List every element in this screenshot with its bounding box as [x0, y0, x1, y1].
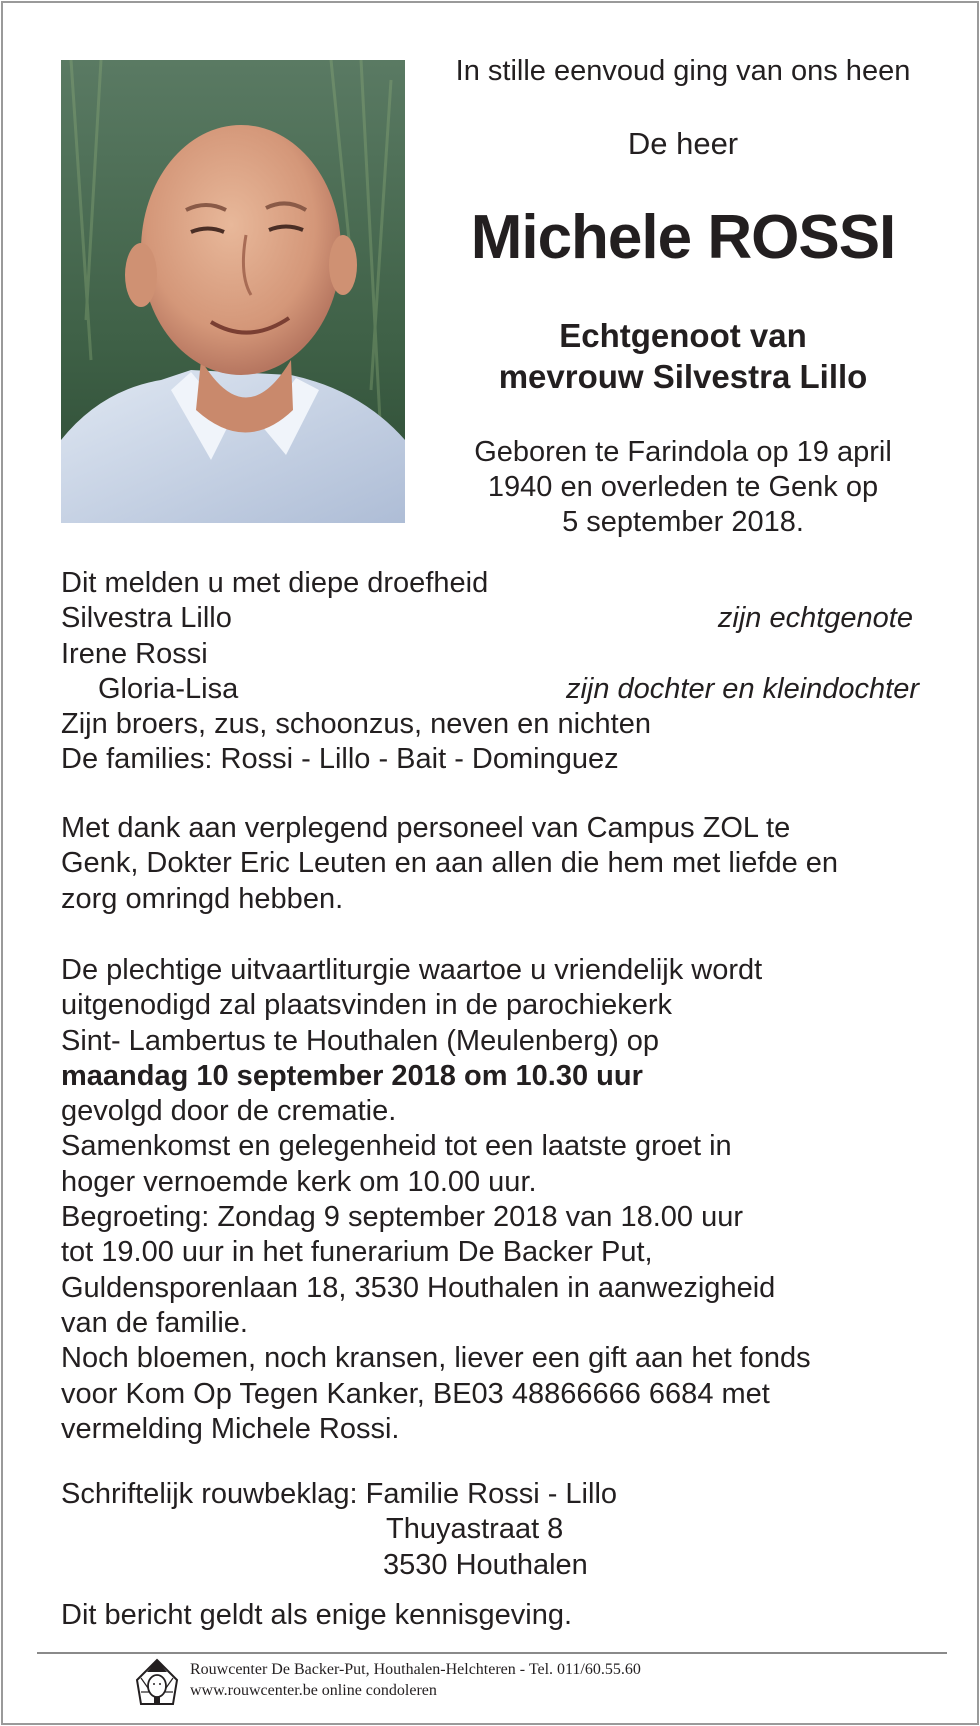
spouse-line-1: Echtgenoot van — [559, 317, 807, 354]
footer-text — [190, 1659, 641, 1701]
funeral-line-1: De plechtige uitvaartliturgie waartoe u vriendelijk wordt — [61, 954, 763, 986]
mourner-row — [61, 601, 931, 636]
funeral-line-14: vermelding Michele Rossi. — [61, 1412, 400, 1445]
announcement-block — [61, 566, 931, 778]
condolence-street: Thuyastraat 8 — [386, 1513, 564, 1546]
footer-website[interactable]: www.rouwcenter.be online condoleren — [190, 1682, 437, 1699]
funeral-line-11: van de familie. — [61, 1306, 248, 1339]
condolence-address — [61, 1477, 931, 1583]
spouse-block — [423, 315, 943, 397]
deceased-name: Michele ROSSI — [470, 203, 896, 272]
portrait-photo — [61, 60, 405, 523]
family-line-2: De families: Rossi - Lillo - Bait - Dominguez — [61, 743, 619, 776]
funeral-block — [61, 953, 931, 1447]
funeral-line-3: Sint- Lambertus te Houthalen (Meulenberg) op — [61, 1024, 660, 1057]
funeral-line-2: uitgenodigd zal plaatsvinden in de parochiekerk — [61, 989, 673, 1022]
dates-line-1: Geboren te Farindola op 19 april — [474, 436, 892, 468]
funeral-line-7: hoger vernoemde kerk om 10.00 uur. — [61, 1165, 537, 1198]
funeral-line-9: tot 19.00 uur in het funerarium De Backer Put, — [61, 1236, 653, 1269]
funeral-line-13: voor Kom Op Tegen Kanker, BE03 48866666 6684 met — [61, 1377, 770, 1410]
birth-death-dates — [423, 435, 943, 540]
mourner-name: Silvestra Lillo — [61, 602, 232, 635]
obituary-card — [1, 1, 979, 1725]
thanks-block — [61, 811, 931, 917]
funeral-line-8: Begroeting: Zondag 9 september 2018 van 18.00 uur — [61, 1201, 743, 1234]
footer-contact: Rouwcenter De Backer-Put, Houthalen-Helchteren - Tel. 011/60.55.60 — [190, 1661, 641, 1678]
mourner-name: Gloria-Lisa — [98, 672, 239, 705]
footer-divider — [37, 1652, 947, 1654]
funeral-date: maandag 10 september 2018 om 10.30 uur — [61, 1059, 643, 1092]
dates-line-2: 1940 en overleden te Genk op — [487, 471, 879, 503]
mourner-relation: zijn dochter en kleindochter — [565, 672, 919, 705]
mourner-relation: zijn echtgenote — [717, 602, 913, 635]
thanks-line-1: Met dank aan verplegend personeel van Campus ZOL te — [61, 812, 791, 844]
closing-line: Dit bericht geldt als enige kennisgeving. — [61, 1599, 573, 1631]
funeral-line-10: Guldensporenlaan 18, 3530 Houthalen in aanwezigheid — [61, 1271, 776, 1304]
mourner-row — [61, 637, 931, 672]
family-line-1: Zijn broers, zus, schoonzus, neven en nichten — [61, 708, 651, 741]
thanks-line-2: Genk, Dokter Eric Leuten en aan allen die hem met liefde en — [61, 847, 839, 880]
footer — [133, 1658, 833, 1712]
mourner-name: Irene Rossi — [61, 637, 208, 670]
dates-line-3: 5 september 2018. — [562, 506, 804, 538]
intro-line: In stille eenvoud ging van ons heen — [455, 55, 911, 87]
funeral-line-6: Samenkomst en gelegenheid tot een laatste groet in — [61, 1130, 732, 1163]
spouse-line-2: mevrouw Silvestra Lillo — [498, 358, 868, 395]
condolence-city: 3530 Houthalen — [383, 1548, 588, 1581]
pharaoh-head-icon — [133, 1658, 181, 1710]
announcement-intro: Dit melden u met diepe droefheid — [61, 567, 489, 599]
funeral-line-5: gevolgd door de crematie. — [61, 1095, 397, 1128]
thanks-line-3: zorg omringd hebben. — [61, 882, 344, 915]
honorific: De heer — [627, 126, 739, 161]
funeral-line-12: Noch bloemen, noch kransen, liever een gift aan het fonds — [61, 1342, 811, 1375]
mourner-row — [61, 672, 931, 707]
condolence-line-1: Schriftelijk rouwbeklag: Familie Rossi - Lillo — [61, 1478, 618, 1510]
